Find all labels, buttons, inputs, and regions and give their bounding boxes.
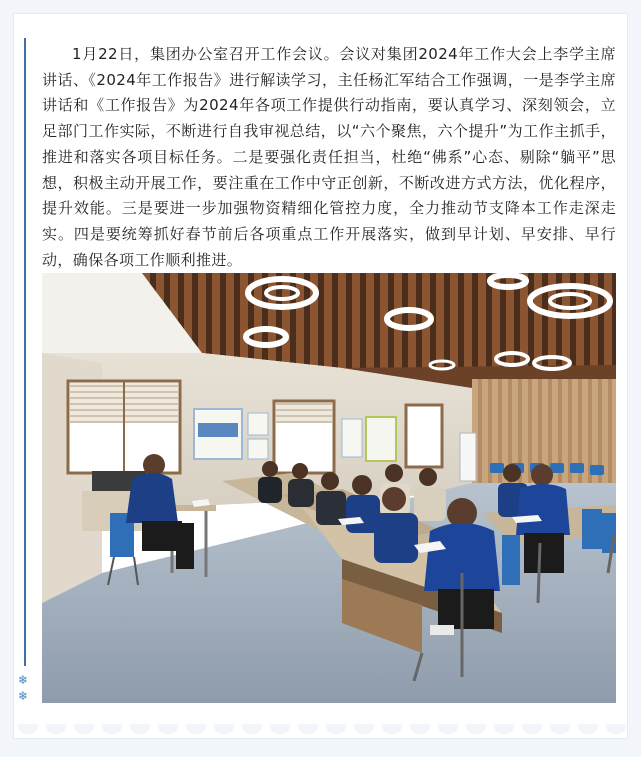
snowflake-icon: ❄ <box>18 689 29 703</box>
bottom-wave-border <box>14 724 627 752</box>
snowflake-icon: ❄ <box>18 673 29 687</box>
left-accent-rule <box>24 38 26 666</box>
meeting-room-image <box>42 273 616 703</box>
article-paragraph: 1月22日，集团办公室召开工作会议。会议对集团2024年工作大会上李学主席讲话、《2024年工作报告》进行解读学习，主任杨汇军结合工作强调，一是李学主席讲话和《工作报告》为2024年各项工作提供行动指南，要认真学习、深刻领会，立足部门工作实际，不断进行自我审视总结，以“六个聚焦，六个提升”为工作主抓手，推进和落实各项目标任务。二是要强化责任担当，杜绝“佛系”心态、剔除“躺平”思想，积极主动开展工作，要注重在工作中守正创新，不断改进方式方法，优化程序，提升效能。三是要进一步加强物资精细化管控力度，全力推动节支降本工作走深走实。四是要统筹抓好春节前后各项重点工作开展落实，做到早计划、早安排、早行动，确保各项工作顺利推进。 <box>42 45 616 269</box>
meeting-photo <box>42 273 616 703</box>
